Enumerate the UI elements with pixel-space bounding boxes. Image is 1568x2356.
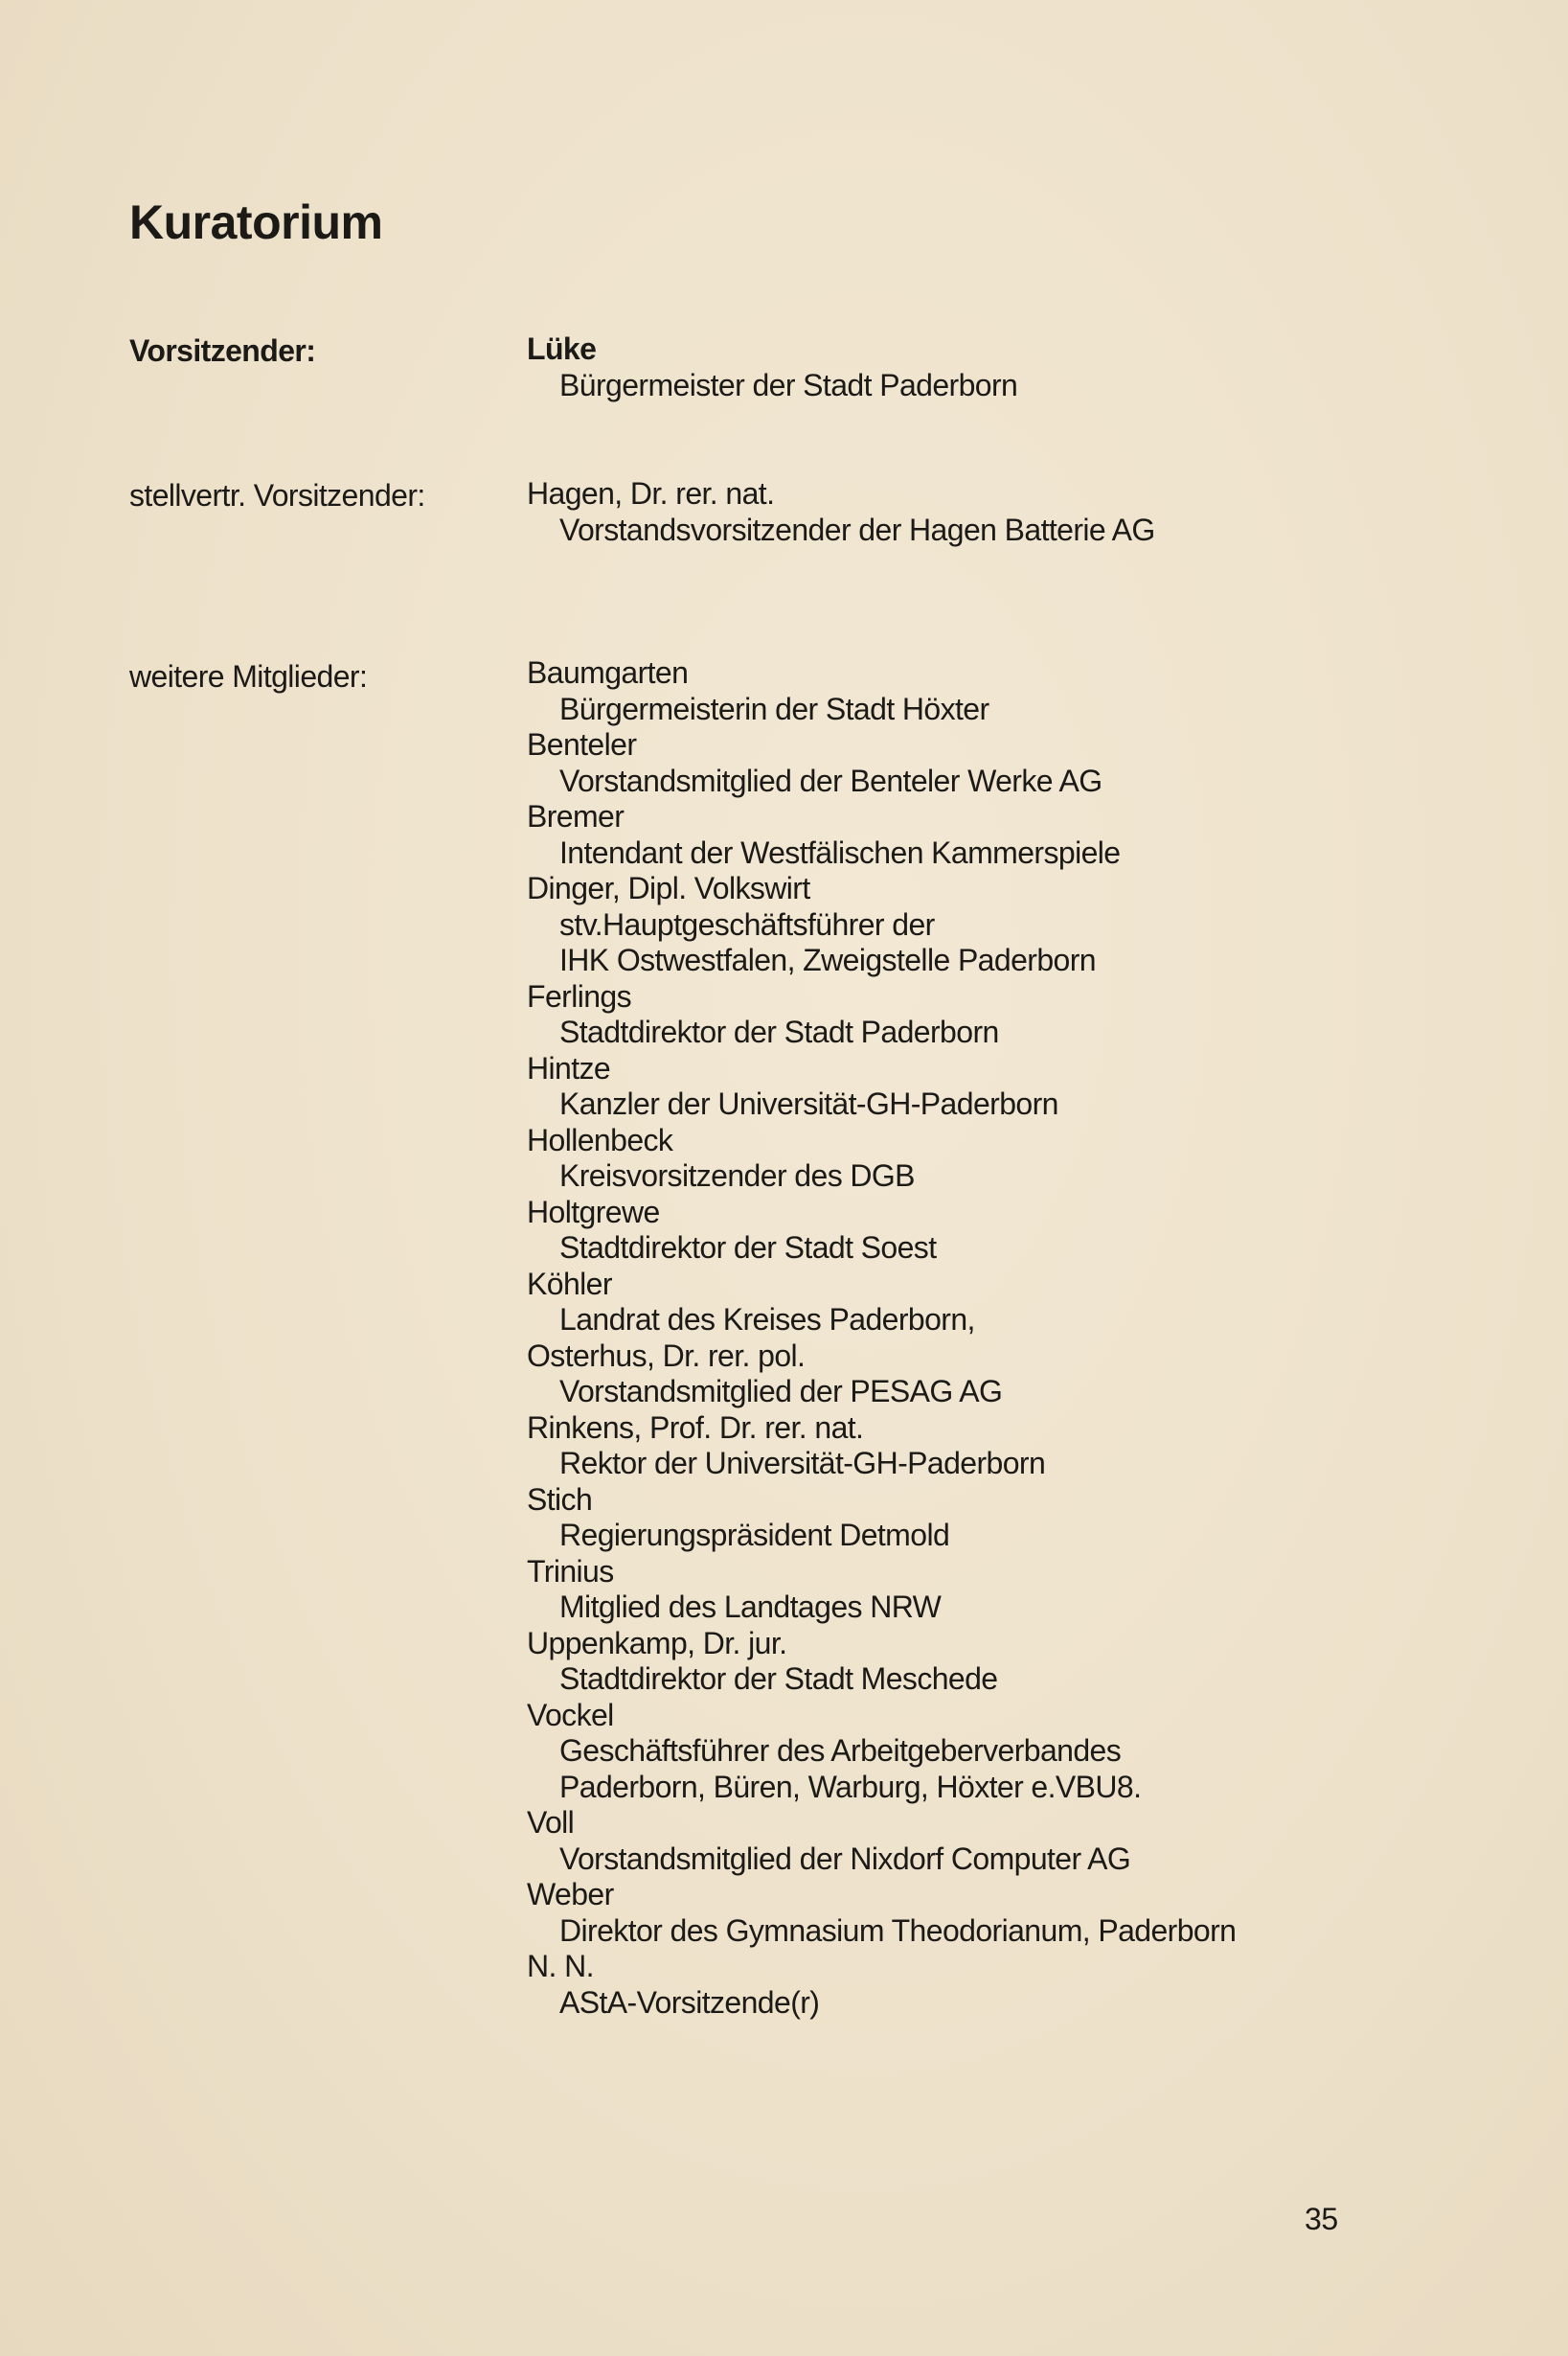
page-number: 35: [1305, 2202, 1338, 2236]
member-role: Stadtdirektor der Stadt Meschede: [559, 1661, 998, 1696]
member-name: Uppenkamp, Dr. jur.: [527, 1625, 787, 1660]
member-name: Vockel: [527, 1697, 614, 1732]
list-item: [527, 1267, 1236, 1338]
page-title: Kuratorium: [129, 195, 383, 249]
list-item: [527, 1482, 1236, 1554]
member-role: Geschäftsführer des Arbeitgeberverbandes: [559, 1733, 1122, 1768]
member-name: Benteler: [527, 727, 637, 762]
member-name: Dinger, Dipl. Volkswirt: [527, 871, 810, 905]
member-name: Hintze: [527, 1050, 611, 1086]
vice-chair-label: stellvertr. Vorsitzender:: [129, 478, 425, 513]
member-role: Stadtdirektor der Stadt Soest: [559, 1230, 937, 1265]
member-name: Baumgarten: [527, 655, 689, 690]
list-item: [527, 1123, 1236, 1195]
member-name: Weber: [527, 1877, 614, 1911]
member-role: Bürgermeisterin der Stadt Höxter: [559, 691, 989, 726]
member-name: Lüke: [527, 332, 597, 366]
member-name: Hollenbeck: [527, 1122, 673, 1157]
list-item: [527, 1805, 1236, 1877]
member-name: Holtgrewe: [527, 1194, 660, 1229]
member-name: Voll: [527, 1805, 575, 1840]
list-item: [527, 1410, 1236, 1482]
member-role: Landrat des Kreises Paderborn,: [559, 1302, 975, 1337]
member-name: Köhler: [527, 1266, 612, 1301]
members-label: weitere Mitglieder:: [129, 659, 368, 694]
member-role: Vorstandsvorsitzender der Hagen Batterie AG: [559, 512, 1155, 547]
list-item: [527, 476, 1155, 548]
list-item: [527, 1949, 1236, 2021]
list-item: [527, 1626, 1236, 1698]
list-item: [527, 655, 1236, 727]
chair-entry: [527, 332, 1017, 403]
member-name: Trinius: [527, 1553, 614, 1589]
member-name: Ferlings: [527, 978, 632, 1014]
member-name: Rinkens, Prof. Dr. rer. nat.: [527, 1409, 864, 1445]
list-item: [527, 1554, 1236, 1626]
member-role: Regierungspräsident Detmold: [559, 1518, 950, 1552]
member-role: IHK Ostwestfalen, Zweigstelle Paderborn: [559, 943, 1096, 977]
member-role: Vorstandsmitglied der Nixdorf Computer AG: [559, 1841, 1131, 1876]
member-name: Bremer: [527, 799, 625, 834]
list-item: [527, 332, 1017, 403]
member-role: Kreisvorsitzender des DGB: [559, 1158, 915, 1193]
list-item: [527, 1698, 1236, 1806]
member-name: Osterhus, Dr. rer. pol.: [527, 1338, 806, 1373]
member-role: Kanzler der Universität-GH-Paderborn: [559, 1087, 1058, 1121]
member-role: Paderborn, Büren, Warburg, Höxter e.VBU8.: [559, 1769, 1142, 1804]
member-role: stv.Hauptgeschäftsführer der: [559, 906, 935, 942]
member-role: Vorstandsmitglied der Benteler Werke AG: [559, 763, 1102, 798]
list-item: [527, 1338, 1236, 1410]
list-item: [527, 1051, 1236, 1123]
list-item: [527, 871, 1236, 979]
list-item: [527, 1195, 1236, 1267]
member-name: Hagen, Dr. rer. nat.: [527, 476, 775, 511]
member-role: Direktor des Gymnasium Theodorianum, Paderborn: [559, 1912, 1237, 1948]
member-name: N. N.: [527, 1949, 594, 1983]
member-role: Bürgermeister der Stadt Paderborn: [559, 367, 1018, 402]
member-list: [527, 655, 1236, 2021]
member-role: Vorstandsmitglied der PESAG AG: [559, 1374, 1003, 1408]
list-item: [527, 799, 1236, 871]
member-role: AStA-Vorsitzende(r): [559, 1984, 820, 2020]
list-item: [527, 1877, 1236, 1949]
list-item: [527, 727, 1236, 799]
member-role: Stadtdirektor der Stadt Paderborn: [559, 1015, 999, 1049]
member-role: Intendant der Westfälischen Kammerspiele: [559, 835, 1121, 870]
member-name: Stich: [527, 1481, 593, 1517]
member-role: Mitglied des Landtages NRW: [559, 1590, 942, 1624]
vice-chair-entry: [527, 476, 1155, 548]
member-role: Rektor der Universität-GH-Paderborn: [559, 1446, 1046, 1480]
list-item: [527, 979, 1236, 1051]
chair-label: Vorsitzender:: [129, 333, 316, 368]
